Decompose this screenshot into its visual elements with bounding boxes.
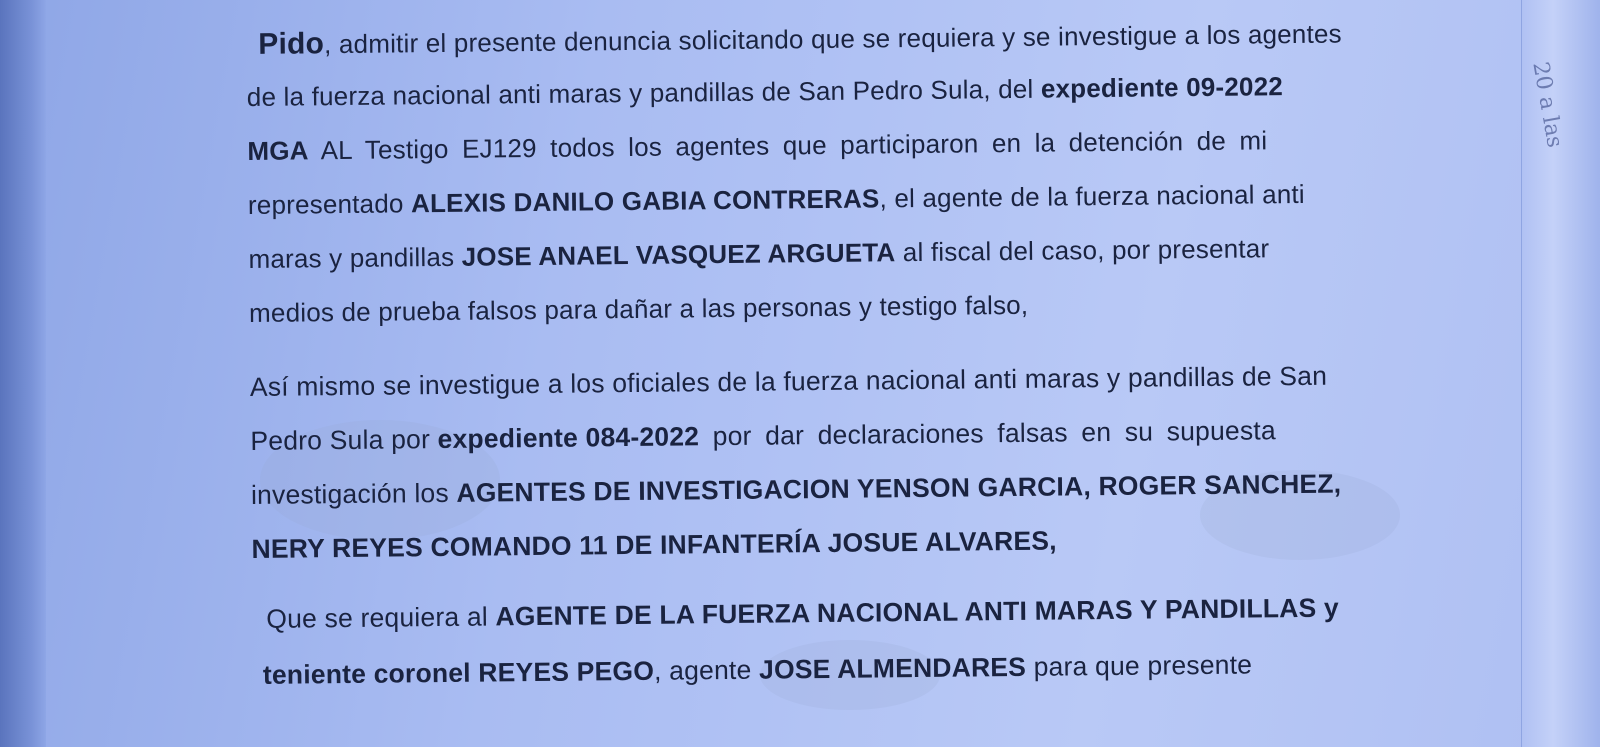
p2-line-2: Pedro Sula por expediente 084-2022 por dar declaraciones falsas en su supuesta: [250, 415, 1276, 456]
p1-line-3: MGA AL Testigo EJ129 todos los agentes que participaron en la detención de mi: [247, 125, 1268, 166]
p1-line-4: representado ALEXIS DANILO GABIA CONTRERAS, el agente de la fuerza nacional anti: [247, 178, 1305, 220]
paper-fold-shadow: [0, 0, 46, 747]
p1-line-5: maras y pandillas JOSE ANAEL VASQUEZ ARGUETA al fiscal del caso, por presentar: [248, 233, 1270, 274]
document-text: [246, 5, 1473, 738]
p1-line-6: medios de prueba falsos para dañar a las personas y testigo falso,: [248, 289, 1029, 328]
p3-line-1: Que se requiera al AGENTE DE LA FUERZA NACIONAL ANTI MARAS Y PANDILLAS y: [266, 592, 1340, 634]
p2-line-1: Así mismo se investigue a los oficiales de la fuerza nacional anti maras y pandillas de San: [249, 360, 1328, 402]
p2-line-4: NERY REYES COMANDO 11 DE INFANTERÍA JOSUE ALVARES,: [251, 525, 1057, 564]
p2-line-3: investigación los AGENTES DE INVESTIGACION YENSON GARCIA, ROGER SANCHEZ,: [250, 468, 1342, 510]
handwritten-margin-note: 20 a las: [1527, 60, 1568, 150]
p3-line-2: teniente coronel REYES PEGO, agente JOSE ALMENDARES para que presente: [262, 649, 1253, 690]
p1-line-2: de la fuerza nacional anti maras y pandillas de San Pedro Sula, del expediente 09-2022: [246, 71, 1284, 112]
p1-line-1: Pido, admitir el presente denuncia solicitando que se requiera y se investigue a los agentes: [258, 18, 1342, 61]
